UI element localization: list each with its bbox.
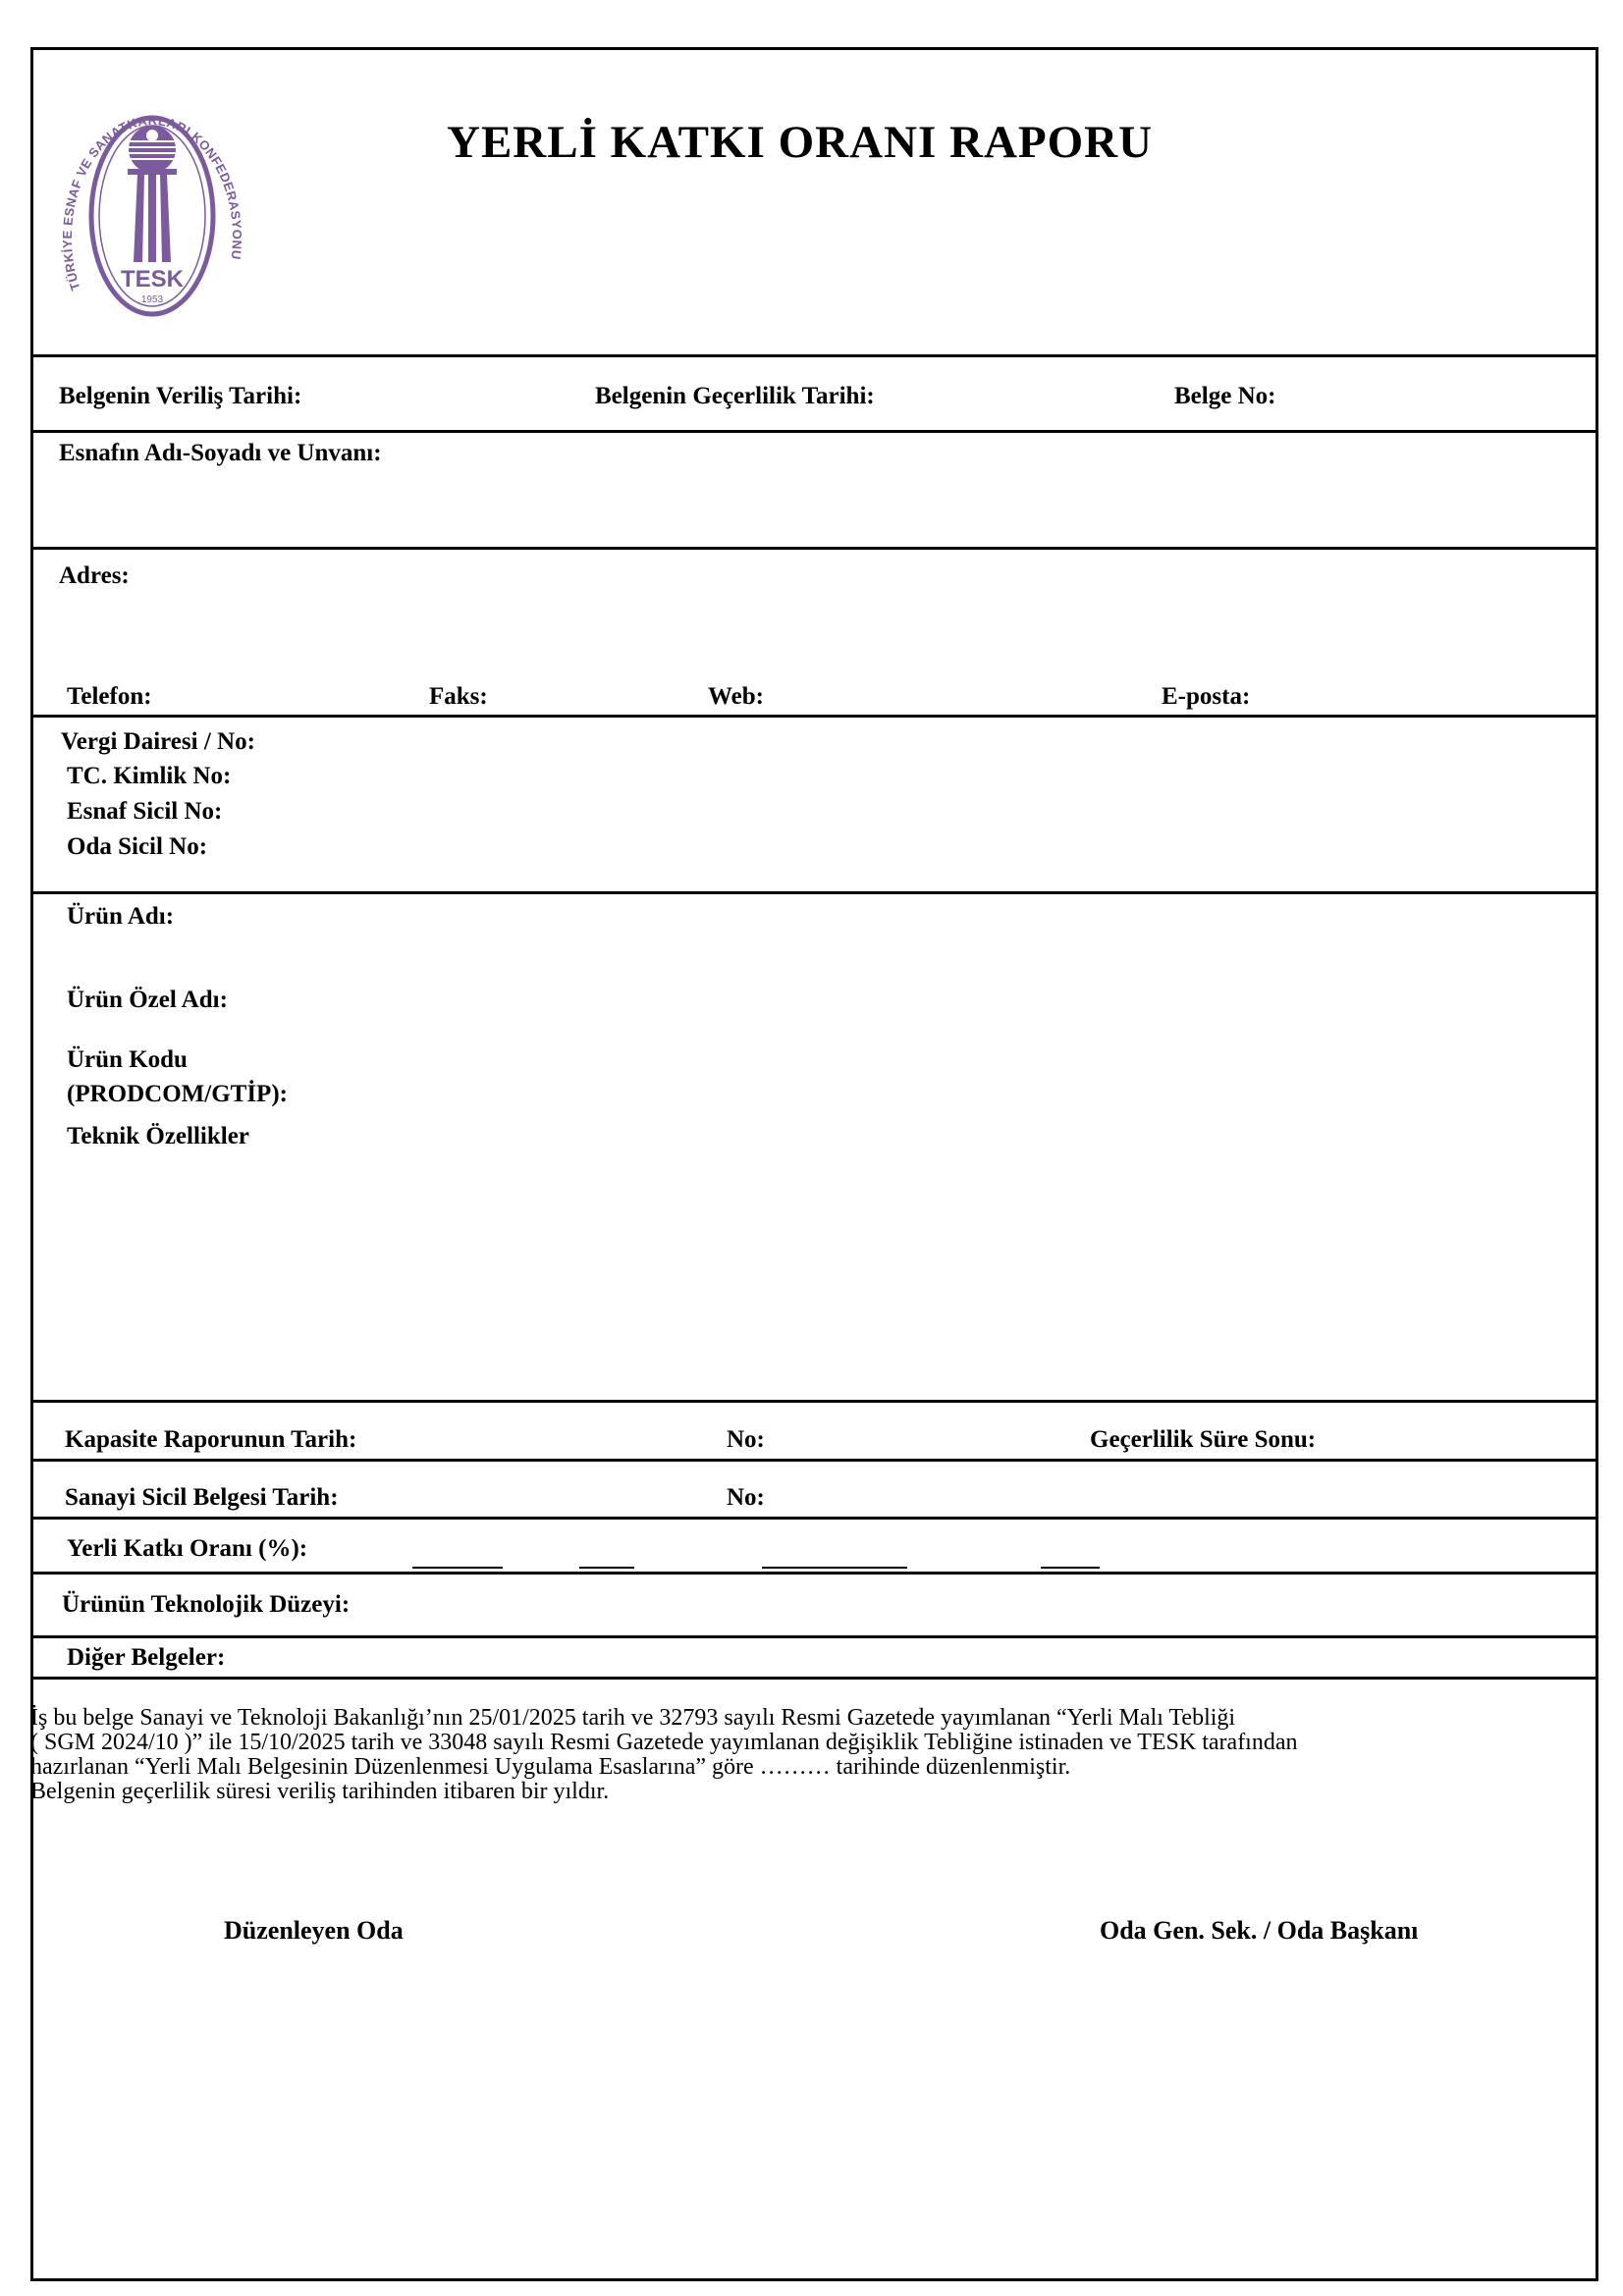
email-label: E-posta: xyxy=(1162,683,1251,710)
statement-line: Belgenin geçerlilik süresi veriliş tarihinden itibaren bir yıldır. xyxy=(30,1779,610,1804)
tax-office-label: Vergi Dairesi / No: xyxy=(61,728,255,755)
capacity-no-label: No: xyxy=(727,1426,765,1453)
divider xyxy=(30,1677,1598,1680)
statement-paragraph xyxy=(30,1706,1592,1804)
tradesman-name-label: Esnafın Adı-Soyadı ve Unvanı: xyxy=(59,440,382,466)
document-title: YERLİ KATKI ORANI RAPORU xyxy=(447,117,1154,168)
underline-mark xyxy=(412,1567,503,1569)
address-label: Adres: xyxy=(59,562,130,589)
underline-mark xyxy=(579,1567,634,1569)
product-special-name-label: Ürün Özel Adı: xyxy=(67,987,228,1013)
doc-no-label: Belge No: xyxy=(1174,383,1276,409)
issuing-chamber-signature-label: Düzenleyen Oda xyxy=(224,1916,404,1945)
web-label: Web: xyxy=(708,683,764,710)
tradesman-reg-label: Esnaf Sicil No: xyxy=(67,798,223,825)
divider xyxy=(30,715,1598,718)
statement-line: ( SGM 2024/10 )” ile 15/10/2025 tarih ve 33048 sayılı Resmi Gazetede yayımlanan değişiklik Tebliğine istinaden ve TESK tarafından xyxy=(30,1730,1298,1755)
tesk-logo xyxy=(59,90,245,341)
other-docs-label: Diğer Belgeler: xyxy=(67,1644,226,1671)
chamber-reg-label: Oda Sicil No: xyxy=(67,833,208,860)
technical-specs-label: Teknik Özellikler xyxy=(67,1123,249,1149)
validity-end-label: Geçerlilik Süre Sonu: xyxy=(1090,1426,1317,1453)
industry-no-label: No: xyxy=(727,1484,765,1511)
product-name-label: Ürün Adı: xyxy=(67,903,175,930)
chamber-head-signature-label: Oda Gen. Sek. / Oda Başkanı xyxy=(1100,1916,1419,1945)
divider xyxy=(30,1635,1598,1638)
underline-mark xyxy=(1041,1567,1100,1569)
capacity-report-date-label: Kapasite Raporunun Tarih: xyxy=(65,1426,357,1453)
divider xyxy=(30,1572,1598,1575)
validity-date-label: Belgenin Geçerlilik Tarihi: xyxy=(595,383,875,409)
issue-date-label: Belgenin Veriliş Tarihi: xyxy=(59,383,302,409)
divider xyxy=(30,1459,1598,1462)
industry-reg-date-label: Sanayi Sicil Belgesi Tarih: xyxy=(65,1484,339,1511)
tc-no-label: TC. Kimlik No: xyxy=(67,763,232,789)
statement-line: hazırlanan “Yerli Malı Belgesinin Düzenlenmesi Uygulama Esaslarına” göre ……… tarihinde düzenlenmiştir. xyxy=(30,1754,1071,1780)
fax-label: Faks: xyxy=(429,683,488,710)
product-code-type-label: (PRODCOM/GTİP): xyxy=(67,1081,288,1107)
underline-mark xyxy=(762,1567,907,1569)
phone-label: Telefon: xyxy=(67,683,152,710)
svg-text:1953: 1953 xyxy=(140,294,164,305)
product-code-label: Ürün Kodu xyxy=(67,1046,188,1073)
tech-level-label: Ürünün Teknolojik Düzeyi: xyxy=(62,1591,351,1618)
divider xyxy=(30,547,1598,550)
divider xyxy=(30,1517,1598,1520)
statement-line: İş bu belge Sanayi ve Teknoloji Bakanlığı’nın 25/01/2025 tarih ve 32793 sayılı Resmi Gazetede yayımlanan “Yerli Malı Tebliği xyxy=(30,1705,1236,1731)
divider xyxy=(30,354,1598,357)
divider xyxy=(30,430,1598,433)
divider xyxy=(30,1400,1598,1403)
local-content-rate-label: Yerli Katkı Oranı (%): xyxy=(67,1535,308,1562)
svg-text:TÜRKİYE ESNAF VE SANATKARLARI: TÜRKİYE ESNAF VE SANATKARLARI KONFEDERASYONU xyxy=(59,113,245,293)
divider xyxy=(30,891,1598,894)
svg-text:TESK: TESK xyxy=(120,266,185,293)
